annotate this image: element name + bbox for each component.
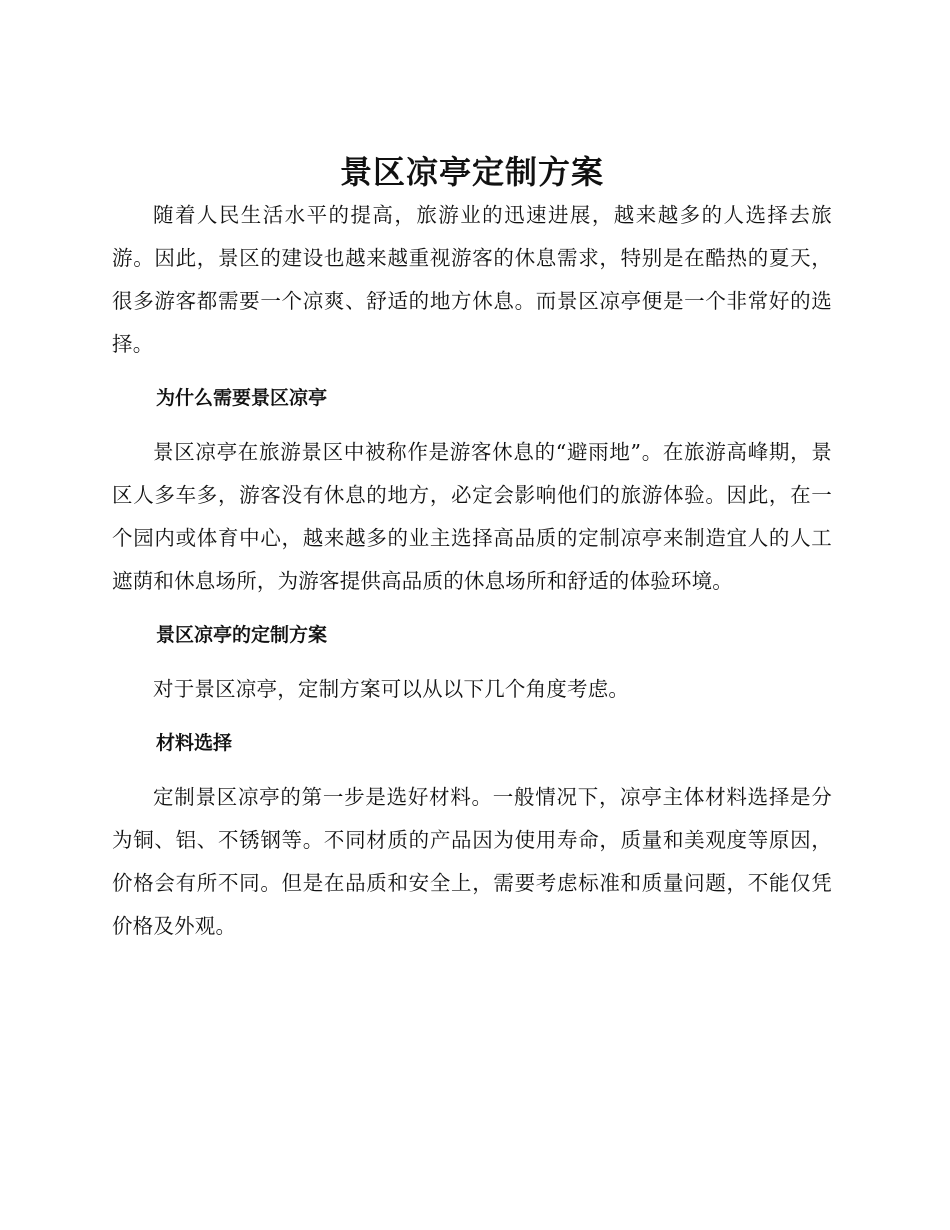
section-heading-material: 材料选择: [156, 732, 233, 754]
spacer: [112, 603, 832, 614]
material-paragraph: 定制景区凉亭的第一步是选好材料。一般情况下，凉亭主体材料选择是分为铜、铝、不锈钢等。不同材质的产品因为使用寿命，质量和美观度等原因，价格会有所不同。但是在品质和安全上，需要考虑标准和质量问题，不能仅凭价格及外观。: [112, 785, 832, 938]
spacer: [112, 420, 832, 431]
document-page: [112, 150, 832, 948]
spacer: [112, 366, 832, 377]
spacer: [112, 657, 832, 668]
section-heading-custom-plan: 景区凉亭的定制方案: [156, 624, 328, 646]
why-pavilion-paragraph: 景区凉亭在旅游景区中被称作是游客休息的“避雨地”。在旅游高峰期，景区人多车多，游客没有休息的地方，必定会影响他们的旅游体验。因此，在一个园内或体育中心，越来越多的业主选择高品质的定制凉亭来制造宜人的人工遮荫和休息场所，为游客提供高品质的休息场所和舒适的体验环境。: [112, 440, 832, 593]
intro-paragraph: 随着人民生活水平的提高，旅游业的迅速进展，越来越多的人选择去旅游。因此，景区的建设也越来越重视游客的休息需求，特别是在酷热的夏天，很多游客都需要一个凉爽、舒适的地方休息。而景区凉亭便是一个非常好的选择。: [112, 203, 832, 356]
document-title: 景区凉亭定制方案: [339, 153, 604, 191]
section-heading-why-pavilion: 为什么需要景区凉亭: [156, 387, 328, 409]
spacer: [112, 765, 832, 776]
custom-plan-paragraph: 对于景区凉亭，定制方案可以从以下几个角度考虑。: [153, 677, 630, 701]
spacer: [112, 711, 832, 722]
